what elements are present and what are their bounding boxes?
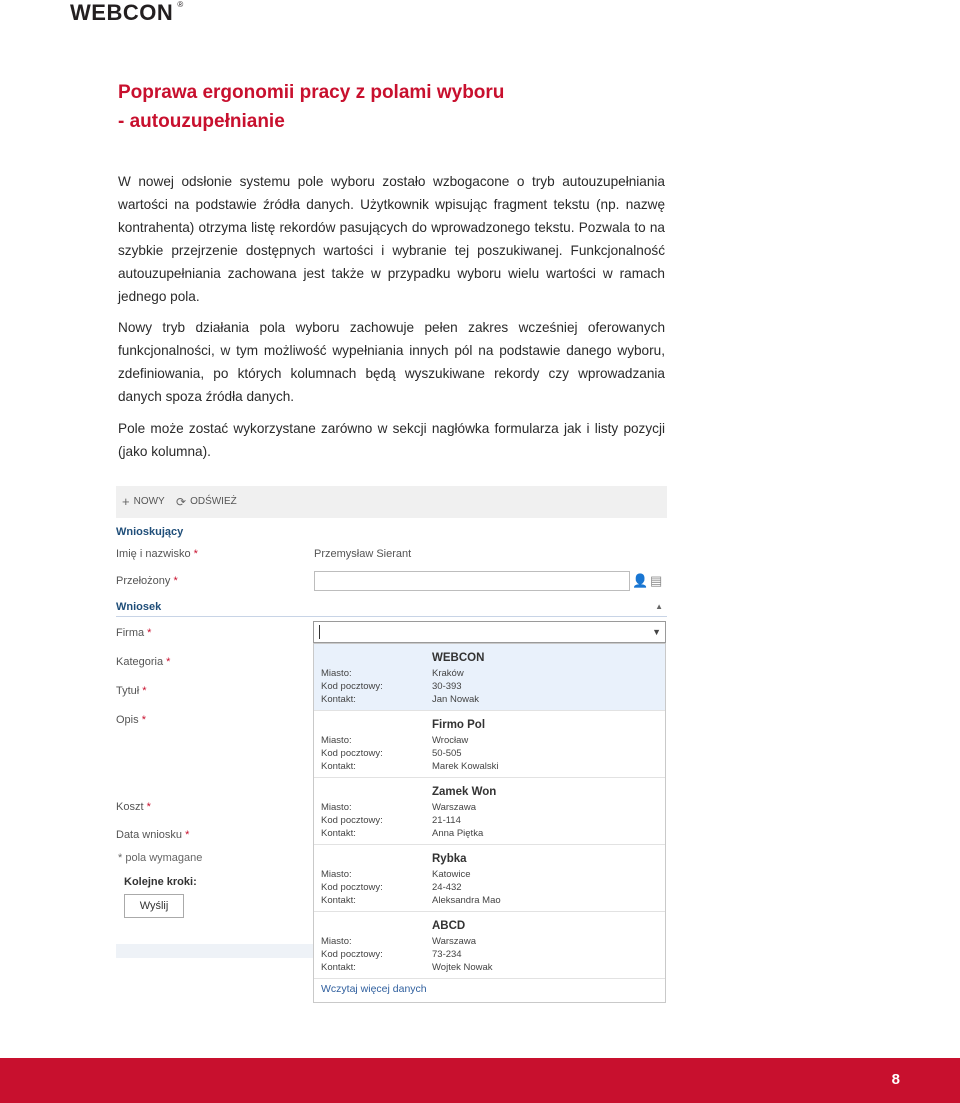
next-steps-heading: Kolejne kroki: [124,876,197,888]
record-contact: Anna Piętka [432,828,484,839]
load-more-link[interactable]: Wczytaj więcej danych [321,983,427,995]
record-postal-label: Kod pocztowy: [321,815,383,826]
collapse-caret-icon[interactable]: ▲ [655,602,663,611]
record-contact: Wojtek Nowak [432,962,493,973]
company-autocomplete-input[interactable] [313,621,666,643]
section-request[interactable]: Wniosek [116,601,162,613]
record-name: Firmo Pol [432,719,486,731]
value-name: Przemysław Sierant [314,548,412,560]
section-applicant[interactable]: Wnioskujący [116,526,184,538]
page-title [118,78,678,136]
record-city: Kraków [432,668,464,679]
record-city: Warszawa [432,936,476,947]
record-postal: 24-432 [432,882,462,893]
record-name: WEBCON [432,652,485,664]
label-name [116,548,198,560]
form-toolbar [116,486,667,518]
record-divider [314,978,665,979]
dropdown-record-webcon[interactable] [314,644,665,710]
page-title-line-2: - autouzupełnianie [118,111,285,132]
record-postal-label: Kod pocztowy: [321,882,383,893]
record-contact-label: Kontakt: [321,895,356,906]
record-name: Zamek Won [432,786,497,798]
required-marker: * [185,829,190,841]
record-city-label: Miasto: [321,668,352,679]
label-company [116,627,151,639]
record-city-label: Miasto: [321,936,352,947]
paragraph-autocomplete-intro: W nowej odsłonie systemu pole wyboru zostało wzbogacone o tryb autouzupełniania wartości na podstawie źródła danych. Użytkownik wpisując fragment tekstu (np. nazwę kontrahenta) otrzyma listę rekordów pasujących do wprowadzonego tekstu. Pozwala to na szybkie przejrzenie dostępnych wartości i wybranie tej poszukiwanej. Funkcjonalność autouzupełniania zachowana jest także w przypadku wyboru wielu wartości w ramach jednego pola. [118,174,665,304]
label-description [116,714,146,726]
webcon-logo [70,0,184,26]
record-contact-label: Kontakt: [321,761,356,772]
new-button[interactable] [122,493,165,509]
send-button[interactable]: Wyślij [124,894,184,918]
new-button-label: NOWY [133,496,165,507]
record-contact: Marek Kowalski [432,761,499,772]
form-bottom-shade [116,944,316,958]
record-contact: Aleksandra Mao [432,895,501,906]
dropdown-record-abcd[interactable] [314,912,665,978]
label-title-text: Tytuł [116,685,140,697]
label-date-text: Data wniosku [116,829,183,841]
refresh-icon: ⟳ [176,494,187,509]
label-date [116,829,189,841]
required-marker: * [166,656,171,668]
label-cost-text: Koszt [116,801,144,813]
required-marker: * [141,714,146,726]
record-city: Wrocław [432,735,469,746]
record-postal: 73-234 [432,949,462,960]
dropdown-record-rybka[interactable] [314,845,665,911]
paragraph-functionality: Nowy tryb działania pola wyboru zachowuje pełen zakres wcześniej oferowanych funkcjonalności, w tym możliwość wypełniania innych pól na podstawie danego wyboru, zdefiniowania, po których kolumnach będą wyszukiwane rekordy czy wprowadzania danych spoza źródła danych. [118,320,665,404]
label-cost [116,801,151,813]
label-category [116,656,170,668]
logo-registered-mark: ® [177,0,184,9]
record-postal-label: Kod pocztowy: [321,681,383,692]
record-contact-label: Kontakt: [321,962,356,973]
record-postal: 30-393 [432,681,462,692]
dropdown-record-zamek-won[interactable] [314,778,665,844]
person-picker-icon[interactable]: 👤 [632,573,649,588]
record-contact: Jan Nowak [432,694,479,705]
label-title [116,685,147,697]
label-supervisor-text: Przełożony [116,575,171,587]
chevron-down-icon[interactable]: ▼ [652,627,661,637]
record-postal: 21-114 [432,815,461,826]
record-name: ABCD [432,920,466,932]
record-name: Rybka [432,853,467,865]
record-contact-label: Kontakt: [321,828,356,839]
record-city-label: Miasto: [321,735,352,746]
record-city-label: Miasto: [321,802,352,813]
plus-icon: + [122,493,130,509]
refresh-button-label: ODŚWIEŻ [190,496,237,507]
record-contact-label: Kontakt: [321,694,356,705]
required-note: * pola wymagane [118,852,203,864]
label-company-text: Firma [116,627,145,639]
record-postal: 50-505 [432,748,462,759]
record-city: Katowice [432,869,471,880]
required-marker: * [173,575,178,587]
record-city: Warszawa [432,802,476,813]
label-category-text: Kategoria [116,656,164,668]
label-supervisor [116,575,178,587]
page-number: 8 [891,1071,900,1088]
page-title-line-1: Poprawa ergonomii pracy z polami wyboru [118,82,505,103]
required-marker: * [142,685,147,697]
refresh-button[interactable] [176,496,237,507]
address-book-icon[interactable]: ▤ [650,573,663,588]
label-description-text: Opis [116,714,139,726]
required-marker: * [146,801,151,813]
section-divider [116,616,667,617]
page-footer [0,1058,960,1103]
record-postal-label: Kod pocztowy: [321,949,383,960]
dropdown-record-firmo-pol[interactable] [314,711,665,777]
record-postal-label: Kod pocztowy: [321,748,383,759]
paragraph-usage: Pole może zostać wykorzystane zarówno w sekcji nagłówka formularza jak i listy pozycji (jako kolumna). [118,421,665,459]
required-marker: * [193,548,198,560]
text-cursor [319,625,320,639]
supervisor-input[interactable] [314,571,630,591]
record-city-label: Miasto: [321,869,352,880]
logo-text: WEBCON [70,0,174,25]
required-marker: * [147,627,152,639]
label-name-text: Imię i nazwisko [116,548,191,560]
autocomplete-dropdown [313,643,666,1003]
